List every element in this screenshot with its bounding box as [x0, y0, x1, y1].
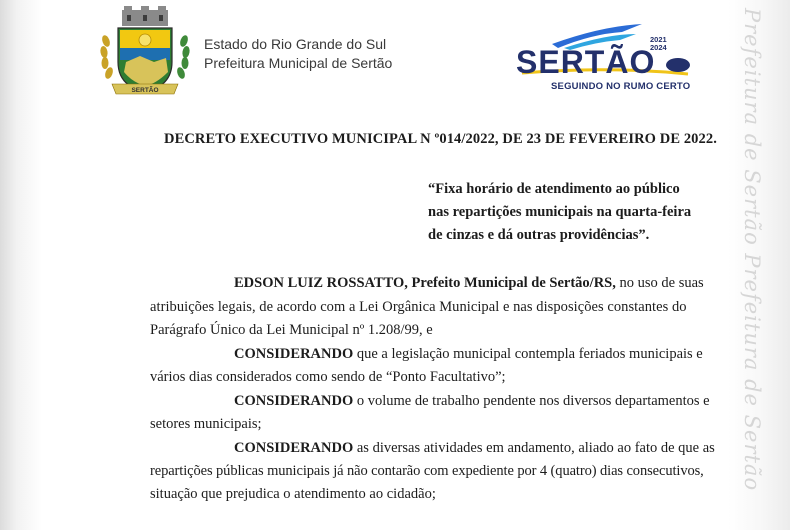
svg-text:SERTÃO: SERTÃO — [131, 87, 159, 94]
paragraph-mayor-line-2: atribuições legais, de acordo com a Lei Orgânica Municipal e nas disposições constantes do — [150, 299, 687, 315]
decree-title: DECRETO EXECUTIVO MUNICIPAL N º014/2022, DE 23 DE FEVEREIRO DE 2022. — [164, 131, 717, 147]
considerando-2: CONSIDERANDO o volume de trabalho pendente nos diversos departamentos e — [234, 393, 710, 409]
side-watermark: Prefeitura de Sertão Prefeitura de Sertão — [740, 8, 764, 492]
summary-line-1: “Fixa horário de atendimento ao público — [428, 181, 680, 197]
considerando-label: CONSIDERANDO — [234, 440, 354, 456]
decree-summary — [428, 178, 691, 247]
municipal-crest-icon — [96, 6, 194, 98]
considerando-1-line-2: vários dias considerados como sendo de “Ponto Facultativo”; — [150, 369, 506, 385]
considerando-2-line-2: setores municipais; — [150, 416, 262, 432]
summary-line-2: nas repartições municipais na quarta-feira — [428, 204, 692, 220]
considerando-3: CONSIDERANDO as diversas atividades em andamento, aliado ao fato de que as — [234, 440, 715, 456]
brand-year-end: 2024 — [650, 43, 667, 52]
summary-line-3: de cinzas e dá outras providências”. — [428, 227, 650, 243]
state-name: Estado do Rio Grande do Sul — [204, 36, 387, 52]
scan-shadow-left — [0, 0, 42, 530]
brand-wordmark: SERTÃO — [516, 44, 656, 80]
considerando-label: CONSIDERANDO — [234, 393, 354, 409]
brand-years — [650, 36, 667, 52]
brand-year-start: 2021 — [650, 35, 667, 44]
paragraph-mayor-line-3: Parágrafo Único da Lei Municipal nº 1.208/99, e — [150, 322, 433, 338]
paragraph-mayor: EDSON LUIZ ROSSATTO, Prefeito Municipal de Sertão/RS, no uso de suas — [234, 275, 704, 291]
brand-slogan: SEGUINDO NO RUMO CERTO — [551, 81, 691, 92]
considerando-3-line-2: repartições públicas municipais já não contarão com expediente por 4 (quatro) dias consecutivos, — [150, 463, 704, 479]
considerando-1: CONSIDERANDO que a legislação municipal contempla feriados municipais e — [234, 346, 703, 362]
government-header — [204, 35, 392, 73]
considerando-3-line-3: situação que prejudica o atendimento ao cidadão; — [150, 486, 436, 502]
municipality-name: Prefeitura Municipal de Sertão — [204, 55, 393, 71]
mayor-name: EDSON LUIZ ROSSATTO, Prefeito Municipal de Sertão/RS, — [234, 275, 616, 291]
considerando-label: CONSIDERANDO — [234, 346, 354, 362]
